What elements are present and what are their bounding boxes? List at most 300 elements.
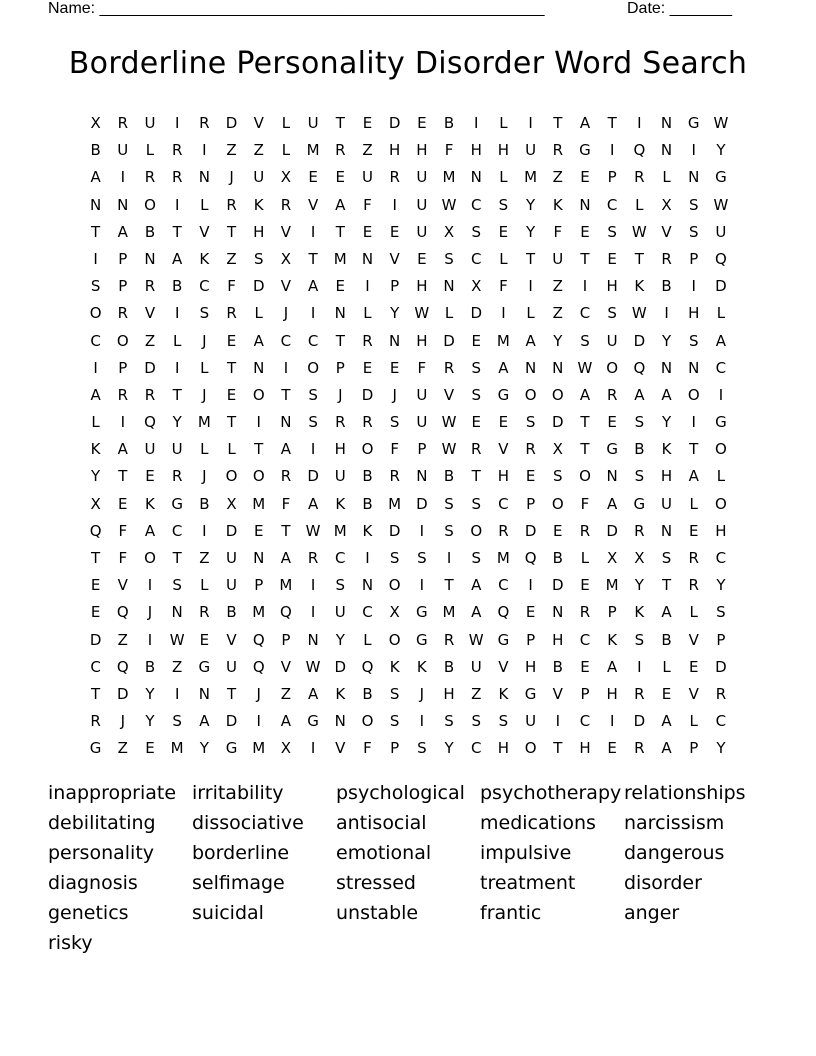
grid-letter[interactable]: A [688,467,699,486]
grid-letter[interactable]: N [144,249,156,268]
grid-letter[interactable]: A [607,494,618,513]
grid-letter[interactable]: N [334,304,346,323]
grid-letter[interactable]: S [471,712,481,731]
grid-letter[interactable]: A [661,739,672,758]
grid-letter[interactable]: O [307,358,319,377]
grid-letter[interactable]: I [147,576,153,595]
grid-letter[interactable]: R [280,195,292,214]
grid-letter[interactable]: Z [226,249,237,268]
grid-letter[interactable]: I [419,576,425,595]
grid-letter[interactable]: A [117,440,128,459]
grid-letter[interactable]: T [607,114,617,132]
grid-letter[interactable]: X [226,494,237,513]
grid-letter[interactable]: M [252,739,266,758]
grid-letter[interactable]: V [688,630,699,649]
grid-letter[interactable]: D [552,576,564,595]
grid-letter[interactable]: A [307,277,319,296]
grid-letter[interactable]: A [471,576,482,595]
grid-letter[interactable]: P [607,603,617,622]
grid-letter[interactable]: T [580,413,590,432]
grid-letter[interactable]: Q [524,549,537,567]
grid-letter[interactable]: W [631,222,647,241]
grid-letter[interactable]: L [662,657,671,676]
grid-letter[interactable]: Z [362,141,373,160]
grid-letter[interactable]: A [335,195,346,214]
grid-letter[interactable]: G [198,657,211,676]
grid-letter[interactable]: Y [444,739,454,758]
grid-letter[interactable]: I [310,576,316,595]
grid-letter[interactable]: F [363,195,372,214]
grid-letter[interactable]: H [443,684,455,703]
grid-letter[interactable]: C [606,195,618,214]
grid-letter[interactable]: V [498,440,509,459]
grid-letter[interactable]: D [443,331,455,350]
grid-letter[interactable]: N [171,603,183,622]
grid-letter[interactable]: I [419,712,425,731]
grid-letter[interactable]: U [416,222,428,241]
grid-letter[interactable]: V [552,684,563,703]
grid-letter[interactable]: Z [117,630,128,649]
grid-letter[interactable]: E [145,467,155,486]
grid-letter[interactable]: W [414,304,430,323]
grid-letter[interactable]: E [525,467,536,486]
grid-letter[interactable]: E [607,413,617,432]
grid-letter[interactable]: G [497,630,510,649]
grid-letter[interactable]: N [198,684,210,703]
grid-letter[interactable]: T [226,222,237,241]
grid-letter[interactable]: U [606,331,618,350]
grid-letter[interactable]: X [90,114,101,132]
grid-letter[interactable]: I [256,712,261,731]
grid-letter[interactable]: E [308,168,318,187]
grid-letter[interactable]: S [688,195,699,214]
grid-letter[interactable]: I [446,549,452,567]
grid-letter[interactable]: F [118,549,128,567]
grid-letter[interactable]: M [605,576,619,595]
grid-letter[interactable]: H [552,630,564,649]
grid-letter[interactable]: S [444,521,454,540]
grid-letter[interactable]: Q [252,630,265,649]
grid-letter[interactable]: R [117,304,128,323]
grid-letter[interactable]: G [715,168,727,187]
grid-letter[interactable]: V [498,657,509,676]
grid-letter[interactable]: V [688,684,699,703]
grid-letter[interactable]: I [637,114,642,132]
grid-letter[interactable]: K [498,684,509,703]
grid-letter[interactable]: A [607,657,618,676]
grid-letter[interactable]: E [145,739,155,758]
grid-letter[interactable]: H [606,684,618,703]
grid-letter[interactable]: N [606,467,618,486]
grid-letter[interactable]: I [93,249,98,268]
grid-letter[interactable]: K [607,630,618,649]
grid-letter[interactable]: G [524,684,537,703]
grid-letter[interactable]: A [253,331,264,350]
grid-letter[interactable]: C [715,712,727,731]
grid-letter[interactable]: F [444,141,454,160]
grid-letter[interactable]: R [634,168,645,187]
grid-letter[interactable]: H [416,277,428,296]
grid-letter[interactable]: Y [390,304,400,323]
grid-letter[interactable]: R [634,521,645,540]
grid-letter[interactable]: Z [199,549,210,567]
grid-letter[interactable]: G [715,413,727,432]
grid-letter[interactable]: I [310,222,316,241]
grid-letter[interactable]: D [144,358,156,377]
grid-letter[interactable]: L [444,304,454,323]
grid-letter[interactable]: B [362,684,373,703]
grid-letter[interactable]: K [145,494,155,513]
grid-letter[interactable]: D [307,467,319,486]
grid-letter[interactable]: U [253,168,265,187]
grid-letter[interactable]: S [471,222,481,241]
grid-letter[interactable]: T [226,684,237,703]
grid-letter[interactable]: R [688,549,699,567]
grid-letter[interactable]: O [524,385,537,404]
grid-letter[interactable]: W [305,521,321,540]
grid-letter[interactable]: M [524,168,538,187]
grid-letter[interactable]: Q [252,657,265,676]
grid-letter[interactable]: Q [144,413,156,432]
grid-letter[interactable]: I [174,684,180,703]
grid-letter[interactable]: R [90,712,101,731]
grid-letter[interactable]: W [169,630,185,649]
grid-letter[interactable]: V [335,739,346,758]
grid-letter[interactable]: L [200,440,209,459]
grid-letter[interactable]: N [389,331,401,350]
grid-letter[interactable]: G [687,114,700,132]
grid-letter[interactable]: O [361,712,374,731]
grid-letter[interactable]: S [688,331,699,350]
grid-letter[interactable]: B [90,141,101,160]
grid-letter[interactable]: P [335,358,345,377]
grid-letter[interactable]: R [634,684,645,703]
grid-letter[interactable]: B [661,630,672,649]
grid-letter[interactable]: G [579,141,591,160]
grid-letter[interactable]: E [525,603,536,622]
grid-letter[interactable]: Q [361,657,374,676]
grid-letter[interactable]: D [225,521,238,540]
grid-letter[interactable]: Z [552,304,563,323]
grid-letter[interactable]: W [468,630,484,649]
grid-letter[interactable]: I [174,304,180,323]
grid-letter[interactable]: U [307,114,319,132]
grid-letter[interactable]: P [118,249,128,268]
grid-letter[interactable]: R [362,331,373,350]
grid-letter[interactable]: A [280,712,292,731]
grid-letter[interactable]: P [607,168,617,187]
grid-letter[interactable]: D [470,304,482,323]
grid-letter[interactable]: C [470,249,482,268]
grid-letter[interactable]: S [444,494,454,513]
grid-letter[interactable]: I [256,413,261,432]
grid-letter[interactable]: V [253,114,264,132]
grid-letter[interactable]: E [226,385,237,404]
grid-letter[interactable]: P [118,277,128,296]
grid-letter[interactable]: S [471,549,481,567]
grid-letter[interactable]: S [444,712,454,731]
grid-letter[interactable]: I [202,141,207,160]
grid-letter[interactable]: J [120,712,125,731]
grid-letter[interactable]: X [607,549,618,567]
grid-letter[interactable]: R [552,141,563,160]
grid-letter[interactable]: R [199,114,210,132]
grid-letter[interactable]: I [174,358,180,377]
grid-letter[interactable]: C [579,304,591,323]
grid-letter[interactable]: Q [633,141,646,160]
grid-letter[interactable]: E [580,657,590,676]
grid-letter[interactable]: Y [661,331,672,350]
grid-letter[interactable]: I [310,739,316,758]
grid-letter[interactable]: I [528,576,533,595]
grid-letter[interactable]: N [552,603,564,622]
grid-letter[interactable]: A [661,712,672,731]
grid-letter[interactable]: F [580,494,590,513]
grid-letter[interactable]: V [280,657,292,676]
grid-letter[interactable]: A [90,168,101,187]
grid-letter[interactable]: U [171,440,183,459]
grid-letter[interactable]: N [524,358,537,377]
grid-letter[interactable]: E [90,603,101,622]
grid-letter[interactable]: F [118,521,128,540]
grid-letter[interactable]: J [229,168,234,187]
grid-letter[interactable]: N [280,413,292,432]
grid-letter[interactable]: A [307,494,319,513]
grid-letter[interactable]: X [661,195,672,214]
grid-letter[interactable]: B [443,114,455,132]
grid-letter[interactable]: N [253,549,265,567]
grid-letter[interactable]: E [553,521,563,540]
grid-letter[interactable]: R [688,576,699,595]
grid-letter[interactable]: A [172,249,183,268]
grid-letter[interactable]: T [281,521,291,540]
grid-letter[interactable]: D [89,630,102,649]
grid-letter[interactable]: L [526,304,535,323]
grid-letter[interactable]: T [471,467,481,486]
grid-letter[interactable]: H [389,141,401,160]
grid-letter[interactable]: S [308,385,318,404]
grid-letter[interactable]: X [552,440,563,459]
grid-letter[interactable]: G [171,494,183,513]
grid-letter[interactable]: L [91,413,100,432]
grid-letter[interactable]: N [552,358,564,377]
grid-letter[interactable]: R [362,413,373,432]
grid-letter[interactable]: R [117,114,128,132]
grid-letter[interactable]: N [470,168,482,187]
grid-letter[interactable]: N [660,358,673,377]
grid-letter[interactable]: B [552,549,563,567]
grid-letter[interactable]: E [471,413,481,432]
grid-letter[interactable]: X [280,739,292,758]
grid-letter[interactable]: C [90,331,101,350]
grid-letter[interactable]: S [498,712,509,731]
grid-letter[interactable]: D [388,521,401,540]
grid-letter[interactable]: S [688,222,699,241]
grid-letter[interactable]: S [607,304,617,323]
grid-letter[interactable]: B [144,657,156,676]
grid-letter[interactable]: L [689,603,698,622]
grid-letter[interactable]: C [280,331,292,350]
grid-letter[interactable]: C [715,549,727,567]
grid-letter[interactable]: S [389,712,400,731]
grid-letter[interactable]: I [120,413,125,432]
grid-letter[interactable]: D [117,684,129,703]
grid-letter[interactable]: H [497,467,510,486]
grid-letter[interactable]: K [335,684,346,703]
grid-letter[interactable]: L [200,576,209,595]
grid-letter[interactable]: C [579,630,591,649]
grid-letter[interactable]: M [306,141,320,160]
grid-letter[interactable]: L [363,304,372,323]
grid-letter[interactable]: P [390,739,400,758]
grid-letter[interactable]: T [118,467,128,486]
grid-letter[interactable]: C [307,331,319,350]
grid-letter[interactable]: S [471,494,481,513]
grid-letter[interactable]: C [579,712,591,731]
grid-letter[interactable]: T [335,114,345,132]
grid-letter[interactable]: I [637,657,642,676]
grid-letter[interactable]: T [91,222,101,241]
grid-letter[interactable]: M [333,521,347,540]
grid-letter[interactable]: S [471,358,481,377]
grid-letter[interactable]: L [635,195,644,214]
grid-letter[interactable]: M [442,603,456,622]
grid-letter[interactable]: T [172,385,182,404]
grid-letter[interactable]: D [633,331,646,350]
grid-letter[interactable]: L [689,494,698,513]
grid-letter[interactable]: O [715,440,727,459]
grid-letter[interactable]: F [363,739,372,758]
grid-letter[interactable]: I [555,712,560,731]
grid-letter[interactable]: D [633,712,646,731]
grid-letter[interactable]: N [89,195,102,214]
grid-letter[interactable]: O [144,195,156,214]
grid-letter[interactable]: R [715,684,727,703]
grid-letter[interactable]: N [416,467,428,486]
grid-letter[interactable]: H [334,440,346,459]
grid-letter[interactable]: O [225,467,238,486]
grid-letter[interactable]: I [474,114,479,132]
grid-letter[interactable]: U [416,195,428,214]
grid-letter[interactable]: N [579,195,591,214]
grid-letter[interactable]: B [634,440,645,459]
grid-letter[interactable]: U [416,385,428,404]
grid-letter[interactable]: V [226,630,237,649]
grid-letter[interactable]: H [688,304,700,323]
grid-letter[interactable]: P [580,684,590,703]
grid-letter[interactable]: X [280,168,292,187]
grid-letter[interactable]: Q [497,603,510,622]
grid-letter[interactable]: O [361,440,374,459]
grid-letter[interactable]: R [498,521,509,540]
grid-letter[interactable]: D [552,413,564,432]
grid-letter[interactable]: N [660,141,673,160]
grid-letter[interactable]: J [392,385,397,404]
grid-letter[interactable]: S [90,277,101,296]
grid-letter[interactable]: S [389,549,400,567]
grid-letter[interactable]: C [335,549,346,567]
grid-letter[interactable]: M [279,576,293,595]
grid-letter[interactable]: K [389,657,400,676]
grid-letter[interactable]: U [361,168,373,187]
grid-letter[interactable]: K [661,440,672,459]
grid-letter[interactable]: R [634,739,645,758]
grid-letter[interactable]: Z [226,141,237,160]
grid-letter[interactable]: W [305,657,321,676]
grid-letter[interactable]: Y [634,576,644,595]
grid-letter[interactable]: Z [144,331,156,350]
grid-letter[interactable]: B [172,277,183,296]
grid-letter[interactable]: L [227,440,236,459]
grid-letter[interactable]: G [307,712,319,731]
grid-letter[interactable]: E [471,331,481,350]
grid-letter[interactable]: E [688,521,699,540]
grid-letter[interactable]: U [552,249,564,268]
grid-letter[interactable]: C [498,576,509,595]
grid-letter[interactable]: E [580,168,590,187]
grid-letter[interactable]: N [361,576,374,595]
grid-letter[interactable]: R [389,168,400,187]
grid-letter[interactable]: A [90,385,101,404]
grid-letter[interactable]: R [471,440,482,459]
grid-letter[interactable]: U [144,114,156,132]
grid-letter[interactable]: O [388,630,401,649]
grid-letter[interactable]: L [254,304,263,323]
grid-letter[interactable]: E [335,277,346,296]
grid-letter[interactable]: Y [661,413,672,432]
grid-letter[interactable]: I [501,304,506,323]
grid-letter[interactable]: W [631,304,647,323]
grid-letter[interactable]: U [661,494,673,513]
grid-letter[interactable]: A [715,331,727,350]
grid-letter[interactable]: R [144,277,156,296]
grid-letter[interactable]: J [202,331,207,350]
grid-letter[interactable]: Q [715,249,727,268]
grid-letter[interactable]: K [199,249,210,268]
grid-letter[interactable]: S [389,413,400,432]
grid-letter[interactable]: T [580,440,590,459]
grid-letter[interactable]: N [334,712,346,731]
grid-letter[interactable]: I [174,195,180,214]
grid-letter[interactable]: E [417,114,427,132]
grid-letter[interactable]: F [417,358,427,377]
grid-letter[interactable]: G [606,440,618,459]
grid-letter[interactable]: S [417,739,427,758]
grid-letter[interactable]: I [609,712,615,731]
grid-letter[interactable]: P [526,630,536,649]
grid-letter[interactable]: S [553,467,563,486]
grid-letter[interactable]: X [389,603,400,622]
grid-letter[interactable]: S [417,549,427,567]
grid-letter[interactable]: V [280,277,292,296]
grid-letter[interactable]: Y [172,413,182,432]
grid-letter[interactable]: S [607,222,617,241]
grid-letter[interactable]: N [117,195,129,214]
grid-letter[interactable]: B [362,467,373,486]
grid-letter[interactable]: H [579,739,591,758]
grid-letter[interactable]: E [607,249,617,268]
grid-letter[interactable]: R [389,467,400,486]
grid-letter[interactable]: E [226,331,237,350]
grid-letter[interactable]: I [93,358,98,377]
grid-letter[interactable]: A [199,712,210,731]
grid-letter[interactable]: E [118,494,128,513]
grid-letter[interactable]: U [525,141,537,160]
grid-letter[interactable]: E [362,358,373,377]
grid-letter[interactable]: G [416,603,428,622]
grid-letter[interactable]: Y [716,739,726,758]
grid-letter[interactable]: G [633,494,646,513]
